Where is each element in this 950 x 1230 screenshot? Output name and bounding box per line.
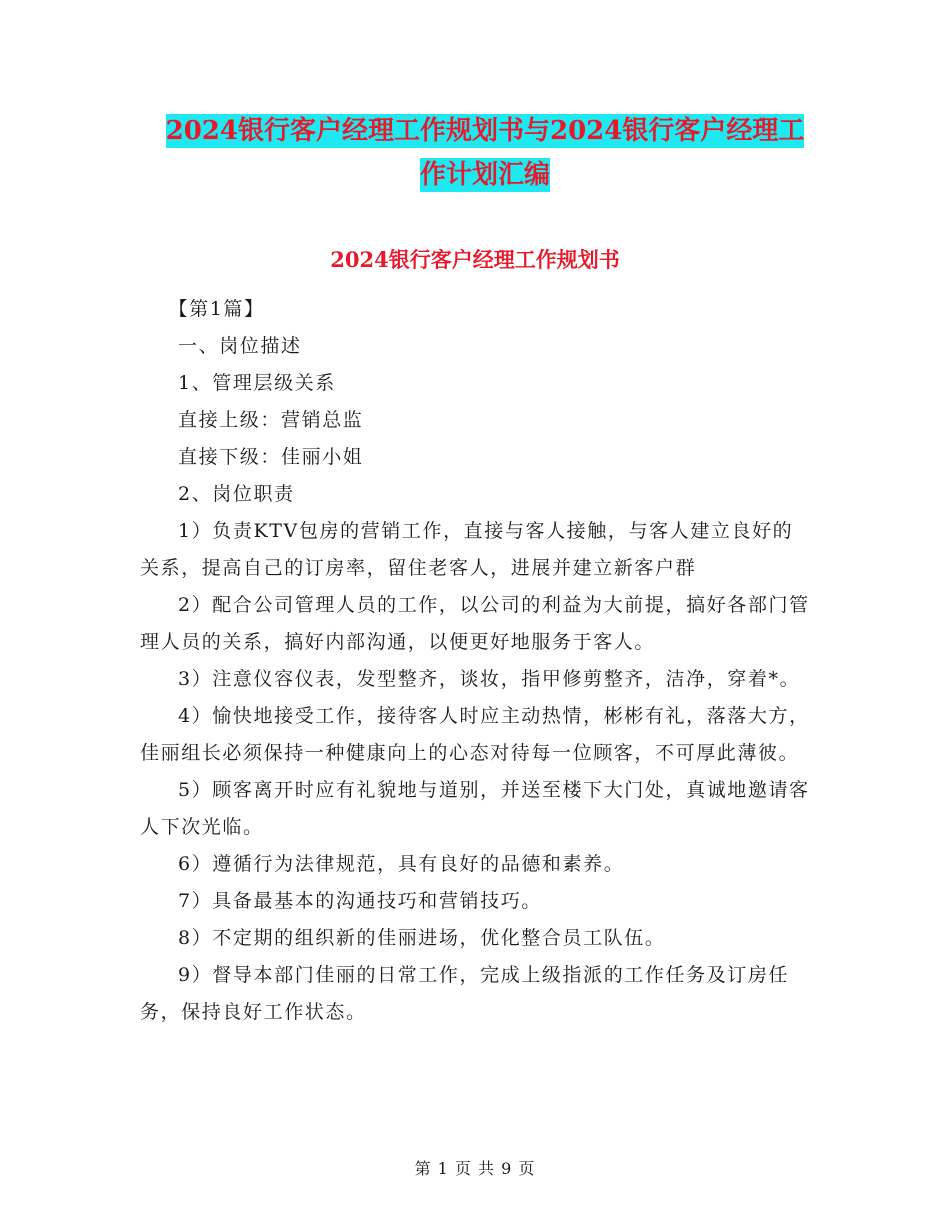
duty-item-6: 6）遵循行为法律规范，具有良好的品德和素养。 bbox=[178, 853, 625, 875]
duty-item-8: 8）不定期的组织新的佳丽进场，优化整合员工队伍。 bbox=[178, 927, 666, 949]
direct-subordinate: 直接下级：佳丽小姐 bbox=[178, 446, 364, 468]
duty-item-1: 1）负责KTV包房的营销工作，直接与客人接触，与客人建立良好的关系，提高自己的订房率，留住老客人，进展并建立新客户群 bbox=[140, 520, 794, 579]
section-title: 2024银行客户经理工作规划书 bbox=[330, 247, 620, 272]
duty-item-4: 4）愉快地接受工作，接待客人时应主动热情，彬彬有礼，落落大方，佳丽组长必须保持一种健康向上的心态对待每一位顾客，不可厚此薄彼。 bbox=[140, 705, 810, 764]
document-title-line-1 bbox=[140, 109, 830, 153]
document-title-text-1: 2024银行客户经理工作规划书与2024银行客户经理工 bbox=[165, 116, 805, 146]
heading-job-duties: 2、岗位职责 bbox=[178, 483, 295, 505]
chapter-label: 【第1篇】 bbox=[168, 298, 265, 320]
duty-item-2: 2）配合公司管理人员的工作，以公司的利益为大前提，搞好各部门管理人员的关系，搞好内部沟通，以便更好地服务于客人。 bbox=[140, 594, 810, 653]
duty-item-9: 9）督导本部门佳丽的日常工作，完成上级指派的工作任务及订房任务，保持良好工作状态。 bbox=[140, 964, 790, 1023]
document-title-line-2 bbox=[140, 153, 830, 197]
duty-item-7: 7）具备最基本的沟通技巧和营销技巧。 bbox=[178, 890, 542, 912]
heading-job-description: 一、岗位描述 bbox=[178, 335, 302, 357]
duty-item-3: 3）注意仪容仪表，发型整齐，谈妆，指甲修剪整齐，洁净，穿着*。 bbox=[178, 668, 801, 690]
heading-management-hierarchy: 1、管理层级关系 bbox=[178, 372, 336, 394]
direct-superior: 直接上级：营销总监 bbox=[178, 409, 364, 431]
page-number-footer: 第 1 页 共 9 页 bbox=[414, 1159, 536, 1178]
document-body bbox=[140, 291, 810, 1031]
duty-item-5: 5）顾客离开时应有礼貌地与道别，并送至楼下大门处，真诚地邀请客人下次光临。 bbox=[140, 779, 810, 838]
document-title-text-2: 作计划汇编 bbox=[419, 160, 550, 190]
